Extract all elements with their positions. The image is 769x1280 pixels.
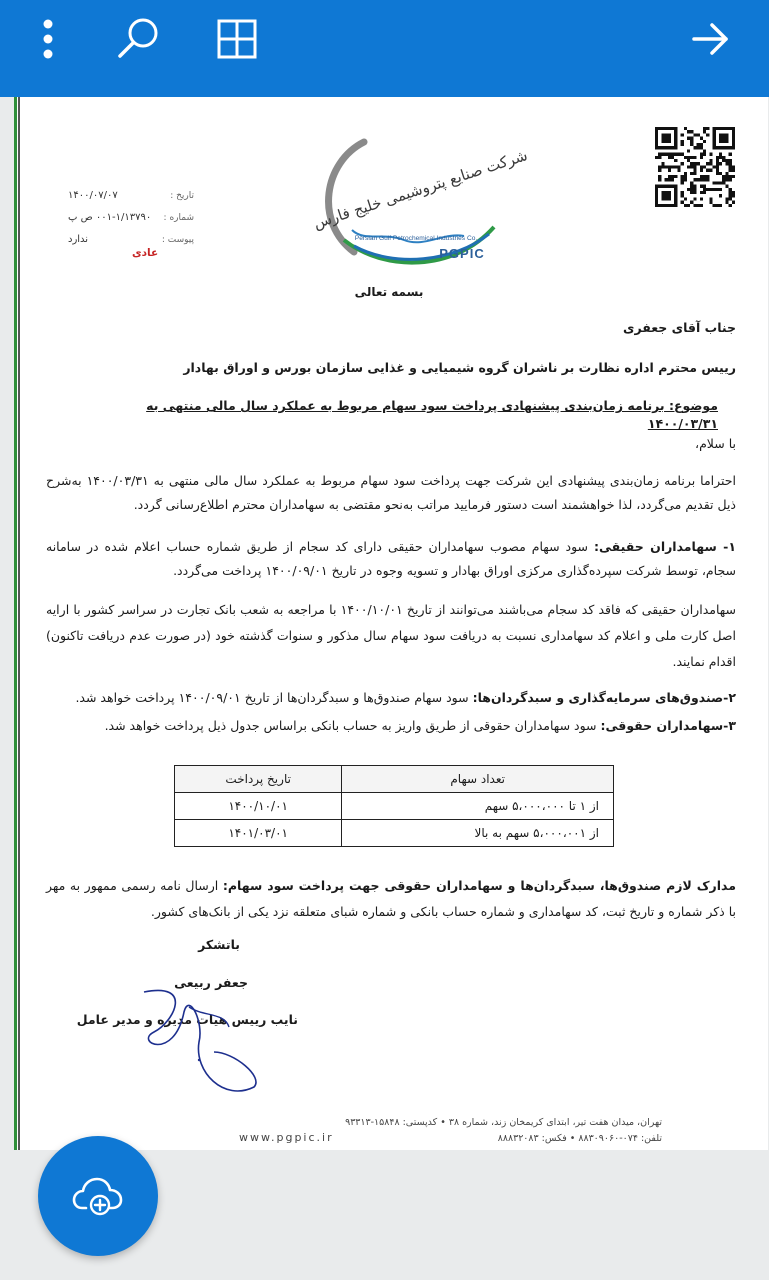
item-1-note: سهامداران حقیقی که فاقد کد سجام می‌باشند می‌توانند از تاریخ ۱۴۰۰/۱۰/۰۱ با مراجعه به شعب بانک تجارت در سراسر کشور با ارایه اصل کارت ملی و اعلام کد سهامداری نسبت به دریافت سود سهام سال مذکور و سنوات گذشته خود (در صورت عدم دریافت تاکنون) اقدام نمایند. (46, 602, 736, 669)
search-button[interactable] (108, 0, 168, 78)
date-value: ۱۴۰۰/۰۷/۰۷ (68, 190, 118, 201)
item-1 (46, 535, 736, 583)
payment-table (174, 765, 614, 847)
upload-to-cloud-button[interactable] (38, 1136, 158, 1256)
next-button[interactable] (680, 0, 742, 78)
table-row (175, 793, 614, 820)
item-3 (46, 717, 736, 735)
footer-website: www.pgpic.ir (239, 1131, 334, 1144)
app-bar (0, 0, 769, 97)
attachment-label: پیوست : (161, 235, 194, 245)
footer-address: تهران، میدان هفت تیر، ابتدای کریمخان زند، شماره ۳۸ • کدپستی: ۱۵۸۴۸-۹۳۳۱۳ (345, 1117, 662, 1128)
logo-abbr: PGPIC (439, 246, 485, 261)
cloud-upload-icon (72, 1176, 124, 1216)
letter (14, 97, 768, 1150)
number-value: ۰۰۱-۱/۱۳۷۹۰ ص پ (68, 212, 152, 223)
recipient-title: رییس محترم اداره نظارت بر ناشران گروه شیمیایی و غذایی سازمان بورس و اوراق بهادار (183, 360, 736, 375)
signature-scribble (114, 982, 274, 1102)
table-cell-date: ۱۴۰۱/۰۳/۰۱ (175, 820, 342, 847)
footer-contact: تلفن: ۰۷۴-۸۸۳۰۹۰۶۰ • فکس: ۸۸۸۳۲۰۸۳ (497, 1133, 662, 1144)
basmala: بسمه تعالی (354, 285, 424, 299)
signer-title: نایب رییس هیات مدیره و مدیر عامل (76, 1012, 298, 1027)
table-header-row (175, 766, 614, 793)
page-grid-button[interactable] (206, 0, 268, 78)
required-documents (46, 873, 736, 925)
required-documents-heading: مدارک لازم صندوق‌ها، سبدگردان‌ها و سهامداران حقوقی جهت پرداخت سود سهام: (222, 878, 736, 893)
table-cell-date: ۱۴۰۰/۱۰/۰۱ (175, 793, 342, 820)
urgency-label: عادی (132, 247, 159, 259)
closing: باتشکر (198, 937, 240, 952)
table-header-date: تاریخ پرداخت (175, 766, 342, 793)
item-2 (46, 689, 736, 707)
table-cell-shares: از ۵،۰۰۰،۰۰۱ سهم به بالا (342, 820, 614, 847)
intro-paragraph: احتراما برنامه زمان‌بندی پیشنهادی این شرکت جهت پرداخت سود سهام مربوط به عملکرد سال مالی منتهی به ۱۴۰۰/۰۳/۳۱ به‌شرح ذیل تقدیم می‌گردد، لذا خواهشمند است دستور فرمایید مراتب به‌نحو مقتضی به سهامداران محترم اطلاع‌رسانی گردد. (46, 473, 736, 512)
signer-name: جعفر ربیعی (174, 975, 248, 990)
logo-name-en: Persian Gulf Petrochemical Industries Co. (354, 235, 478, 242)
item-2-body: سود سهام صندوق‌ها و سبدگردان‌ها از تاریخ ۱۴۰۰/۰۹/۰۱ پرداخت خواهد شد. (75, 690, 473, 705)
table-cell-shares: از ۱ تا ۵،۰۰۰،۰۰۰ سهم (342, 793, 614, 820)
table-row (175, 820, 614, 847)
required-documents-body: ارسال نامه رسمی ممهور به مهر با ذکر شماره و تاریخ ثبت، کد سهامداری و شماره حساب بانکی و شماره شبای متعلقه نزد یکی از بانک‌های کشور. (46, 878, 736, 919)
number-label: شماره : (163, 213, 194, 223)
more-options-button[interactable] (26, 0, 70, 78)
table-header-shares: تعداد سهام (342, 766, 614, 793)
date-label: تاریخ : (170, 191, 194, 201)
more-vertical-icon (42, 17, 54, 61)
logo-name-fa: شرکت صنایع پتروشیمی خلیج فارس (311, 146, 530, 233)
item-3-body: سود سهامداران حقوقی از طریق واریز به حساب بانکی براساس جدول ذیل پرداخت خواهد شد. (104, 718, 601, 733)
company-logo (304, 122, 530, 282)
recipient: جناب آقای جعفری (623, 320, 736, 335)
letter-meta (44, 185, 194, 251)
arrow-right-icon (691, 21, 731, 57)
document-page (14, 97, 768, 1150)
attachment-value: ندارد (68, 234, 89, 245)
greeting: با سلام، (695, 436, 736, 451)
qr-code (654, 127, 736, 207)
subject-line: موضوع: برنامه زمان‌بندی پیشنهادی پرداخت سود سهام مربوط به عملکرد سال مالی منتهی به ۱۴۰۰/۰۳/۳۱ (146, 398, 718, 432)
item-2-heading: ۲-صندوق‌های سرمایه‌گذاری و سبدگردان‌ها: (472, 690, 736, 705)
item-1-body: سود سهام مصوب سهامداران حقیقی دارای کد سجام از طریق شماره حساب اعلام شده در سامانه سجام، توسط شرکت سپرده‌گذاری مرکزی اوراق بهادار و تسویه وجوه در تاریخ ۱۴۰۰/۰۹/۰۱ پرداخت می‌گردد. (46, 539, 736, 578)
grid-icon (217, 19, 257, 59)
search-icon (114, 15, 162, 63)
item-1-heading: ۱- سهامداران حقیقی: (594, 539, 736, 554)
item-3-heading: ۳-سهامداران حقوقی: (600, 718, 736, 733)
